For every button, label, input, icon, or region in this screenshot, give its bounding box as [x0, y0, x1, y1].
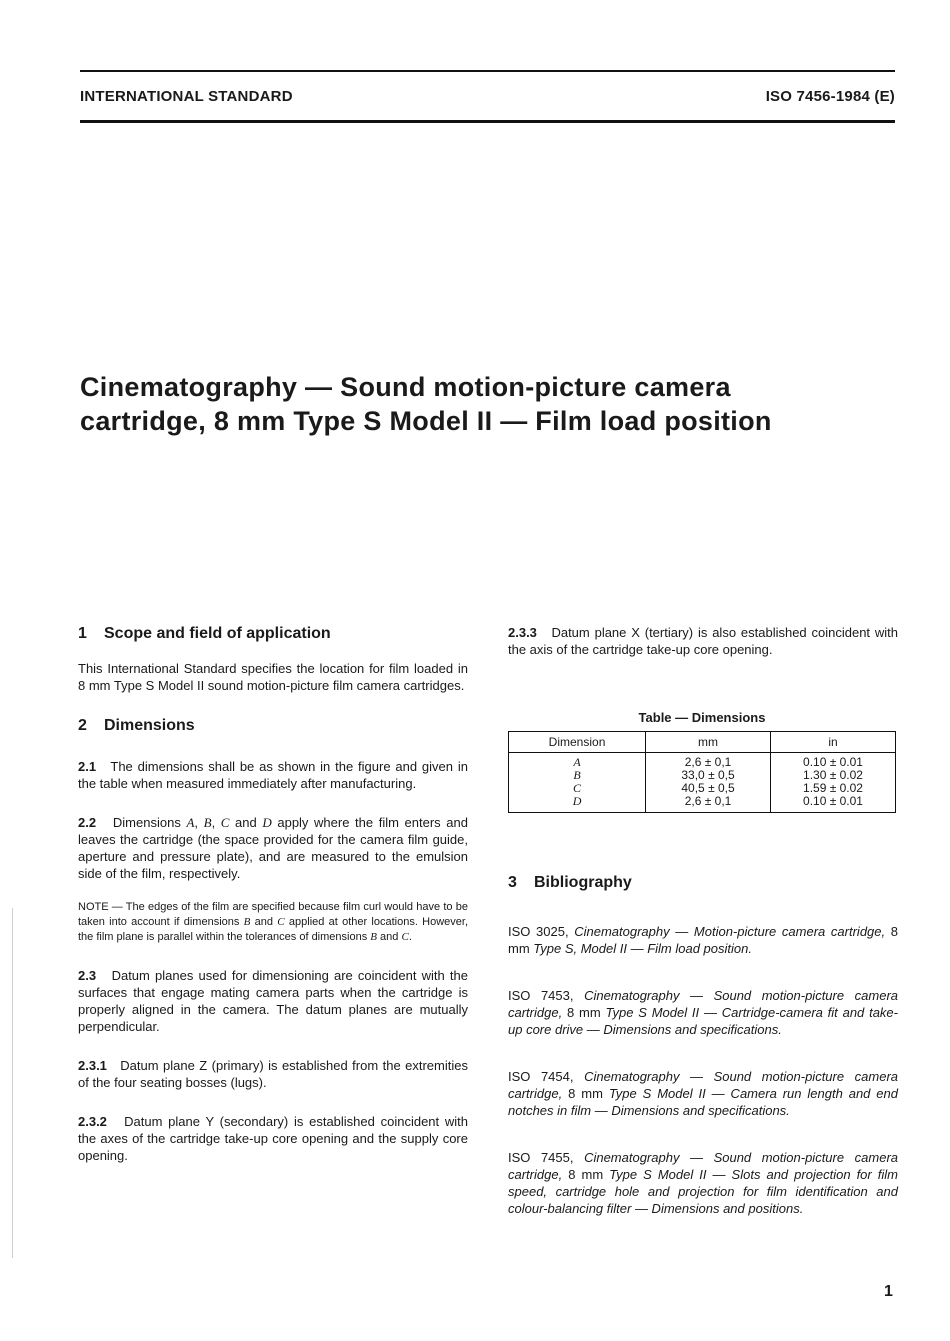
- section-1-heading: 1 Scope and field of application: [78, 625, 331, 642]
- dimensions-table: [508, 731, 896, 813]
- document-title: [80, 370, 900, 438]
- clause-2-3-3: 2.3.3 Datum plane X (tertiary) is also established coincident with the axis of the cartridge take-up core opening.: [508, 625, 898, 657]
- clause-2-1: 2.1 The dimensions shall be as shown in the figure and given in the table when measured immediately after manufacturing.: [78, 759, 468, 791]
- clause-2-2-note: NOTE — The edges of the film are specified because film curl would have to be taken into account if dimensions B and C applied at other locations. However, the film plane is parallel within the tolerances of dimensions B and C.: [78, 901, 469, 943]
- section-3-heading: 3 Bibliography: [508, 874, 632, 891]
- table-row: [509, 795, 896, 813]
- bibliography-ref-iso-7453: ISO 7453, Cinematography — Sound motion-picture camera cartridge, 8 mm Type S Model II — Cartridge-camera fit and take-up core drive — Dimensions and specifications.: [508, 988, 899, 1037]
- header-rule-top: [80, 70, 895, 72]
- header-rule-bottom: [80, 120, 895, 123]
- section-1-body: This International Standard specifies the location for film loaded in 8 mm Type S Model II sound motion-picture film camera cartridges.: [78, 661, 468, 693]
- table-row: [509, 753, 896, 770]
- left-column: [78, 624, 468, 1164]
- bibliography-ref-iso-7454: ISO 7454, Cinematography — Sound motion-picture camera cartridge, 8 mm Type S Model II — Camera run length and end notches in film — Dimensions and specifications.: [508, 1069, 899, 1118]
- clause-2-3-1: 2.3.1 Datum plane Z (primary) is established from the extremities of the four seating bosses (lugs).: [78, 1058, 468, 1090]
- table-cell-in: 0.10 ± 0.01: [771, 753, 896, 770]
- table-header-mm: mm: [646, 732, 771, 753]
- clause-2-3: 2.3 Datum planes used for dimensioning are coincident with the surfaces that engage mating camera parts when the cartridge is properly aligned in the camera. The datum planes are mutually perpendicular.: [78, 968, 468, 1034]
- page-number: 1: [884, 1283, 893, 1300]
- table-header-dimension: Dimension: [509, 732, 646, 753]
- table-header-row: [509, 732, 896, 753]
- table-cell-dimension: B: [509, 769, 646, 782]
- table-cell-mm: 40,5 ± 0,5: [646, 782, 771, 795]
- table-caption: Table — Dimensions: [638, 710, 766, 725]
- bibliography-ref-iso-7455: ISO 7455, Cinematography — Sound motion-picture camera cartridge, 8 mm Type S Model II — Slots and projection for film speed, cartridge hole and projection for film identification and colour-balancing filter — Dimensions and positions.: [508, 1150, 899, 1216]
- right-column: [508, 624, 898, 1217]
- scan-margin-line: [12, 908, 13, 1258]
- table-cell-mm: 2,6 ± 0,1: [646, 753, 771, 770]
- table-header-in: in: [771, 732, 896, 753]
- table-cell-mm: 2,6 ± 0,1: [646, 795, 771, 813]
- table-cell-dimension: A: [509, 753, 646, 770]
- table-cell-in: 1.30 ± 0.02: [771, 769, 896, 782]
- table-cell-mm: 33,0 ± 0,5: [646, 769, 771, 782]
- clause-2-2: 2.2 Dimensions A, B, C and D apply where the film enters and leaves the cartridge (the space provided for the camera film guide, aperture and pressure plate), and are measured to the emulsion side of the film, respectively.: [78, 815, 468, 881]
- clause-2-3-2: 2.3.2 Datum plane Y (secondary) is established coincident with the axes of the cartridge take-up core opening and the supply core opening.: [78, 1114, 468, 1163]
- table-cell-dimension: C: [509, 782, 646, 795]
- table-cell-in: 1.59 ± 0.02: [771, 782, 896, 795]
- table-cell-dimension: D: [509, 795, 646, 813]
- bibliography-ref-iso-3025: ISO 3025, Cinematography — Motion-picture camera cartridge, 8 mm Type S, Model II — Film load position.: [508, 924, 899, 956]
- title-line-2: cartridge, 8 mm Type S Model II — Film load position: [80, 406, 772, 436]
- table-cell-in: 0.10 ± 0.01: [771, 795, 896, 813]
- header-standard-number: ISO 7456-1984 (E): [765, 88, 895, 105]
- header-standard-label: INTERNATIONAL STANDARD: [80, 88, 293, 105]
- title-line-1: Cinematography — Sound motion-picture camera: [80, 372, 731, 402]
- section-2-heading: 2 Dimensions: [78, 717, 195, 734]
